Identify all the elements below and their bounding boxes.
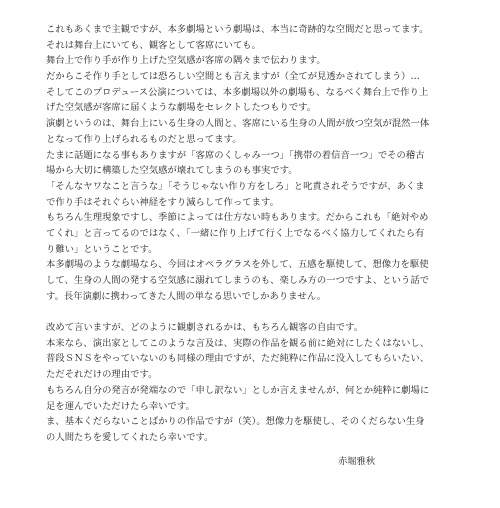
text-line: 「そんなヤワなこと言うな」「そうじゃない作り方をしろ」と叱責されそうですが、あくま [46,180,425,192]
text-line: もちろん自分の発言が発端なので「申し訳ない」としか言えませんが、何とか純粋に劇場に [46,384,430,396]
text-line: だからこそ作り手としては恐ろしい空間とも言えますが（全てが見透かされてしまう）… [46,71,420,83]
text-line: 改めて言いますが、どのように観劇されるかは、もちろん観客の自由です。 [46,322,364,334]
text-line: げた空気感が客席に届くような劇場をセレクトしたつもりです。 [46,102,317,114]
text-line: で作り手はそれぐらい神経をすり減らして作ってます。 [46,196,279,208]
text-line: 演劇というのは、舞台上にいる生身の人間と、客席にいる生身の人間が放つ空気が混然一体 [46,118,430,130]
text-line: 舞台上で作り手が作り上げた空気感が客席の隅々まで伝わります。 [46,55,326,67]
paragraph-gap [46,304,466,320]
text-line: となって作り上げられるものだと思ってます。 [46,133,242,145]
text-line: もちろん生理現象ですし、季節によっては仕方ない時もあります。だからこれも「絶対やめ [46,212,429,224]
text-line: り難い」ということです。 [46,243,158,255]
text-line: 本多劇場のような劇場なら、今回はオペラグラスを外して、五感を駆使して、想像力を駆使 [46,259,429,271]
statement-body [46,22,466,446]
text-line: 普段ＳＮＳをやっていないのも同様の理由ですが、ただ純粋に作品に没入してもらいたい、 [46,353,430,365]
paragraph-block-2 [46,320,466,446]
text-line: それは舞台上にいても、観客として客席にいても。 [46,39,261,51]
text-line: 本来なら、演出家としてこのような言及は、実際の作品を観る前に絶対にしたくはないし、 [46,337,430,349]
text-line: して、生身の人間の発する空気感に溺れてしまうのも、楽しみ方の一つですよ、という話で [46,275,430,286]
text-line: これもあくまで主観ですが、本多劇場という劇場は、本当に奇跡的な空間だと思ってます。 [46,24,429,35]
text-line: ま、基本くだらないことばかりの作品ですが（笑）。想像力を駆使し、そのくだらない生身 [46,416,425,428]
text-line: 足を運んでいただけたら幸いです。 [46,400,195,412]
text-line: す。長年演劇に携わってきた人間の単なる思いでしかありません。 [46,290,327,302]
author-signature: 赤堀雅秋 [338,456,376,467]
text-line: てくれ」と言ってるのではなく、「一緒に作り上げて行く上でなるべく協力してくれたら有 [46,227,425,239]
text-line: そしてこのプロデュース公演については、本多劇場以外の劇場も、なるべく舞台上で作り上 [46,86,429,98]
paragraph-block-1 [46,22,466,304]
text-line: 場から大切に構築した空気感が壊れてしまうのも事実です。 [46,165,298,177]
text-line: たまに話題になる事もありますが「客席のくしゃみ一つ」「携帯の着信音一つ」でその稽古 [46,149,425,161]
text-line: ただそれだけの理由です。 [46,369,158,381]
text-line: の人間たちを愛してくれたら幸いです。 [46,431,214,443]
